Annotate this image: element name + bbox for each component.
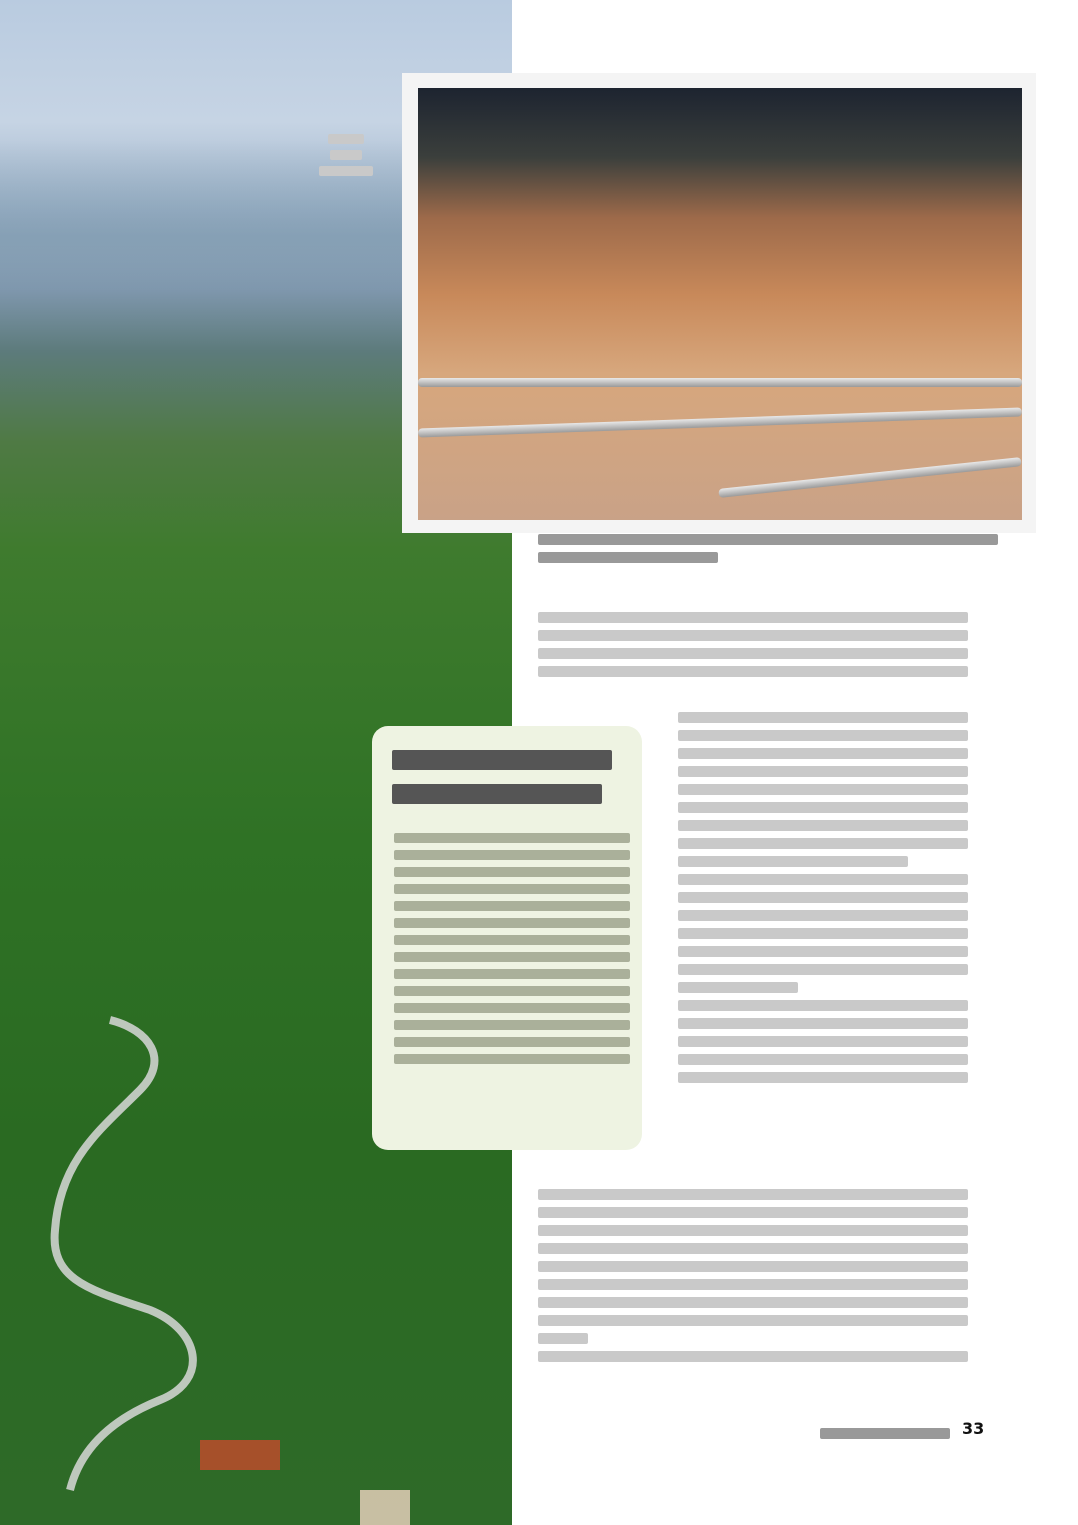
sidebar-title xyxy=(392,740,632,818)
crowd-photo xyxy=(418,88,1022,520)
sidebar-box xyxy=(372,726,642,1150)
sidebar-body xyxy=(394,826,630,1071)
folio-publication xyxy=(820,1422,950,1446)
page-number: 33 xyxy=(962,1419,985,1438)
body-column-bottom xyxy=(538,1182,968,1368)
photo-label xyxy=(316,128,376,182)
body-column-wrap xyxy=(678,705,968,1089)
body-column-top xyxy=(538,605,968,683)
photo-caption xyxy=(538,528,1008,570)
